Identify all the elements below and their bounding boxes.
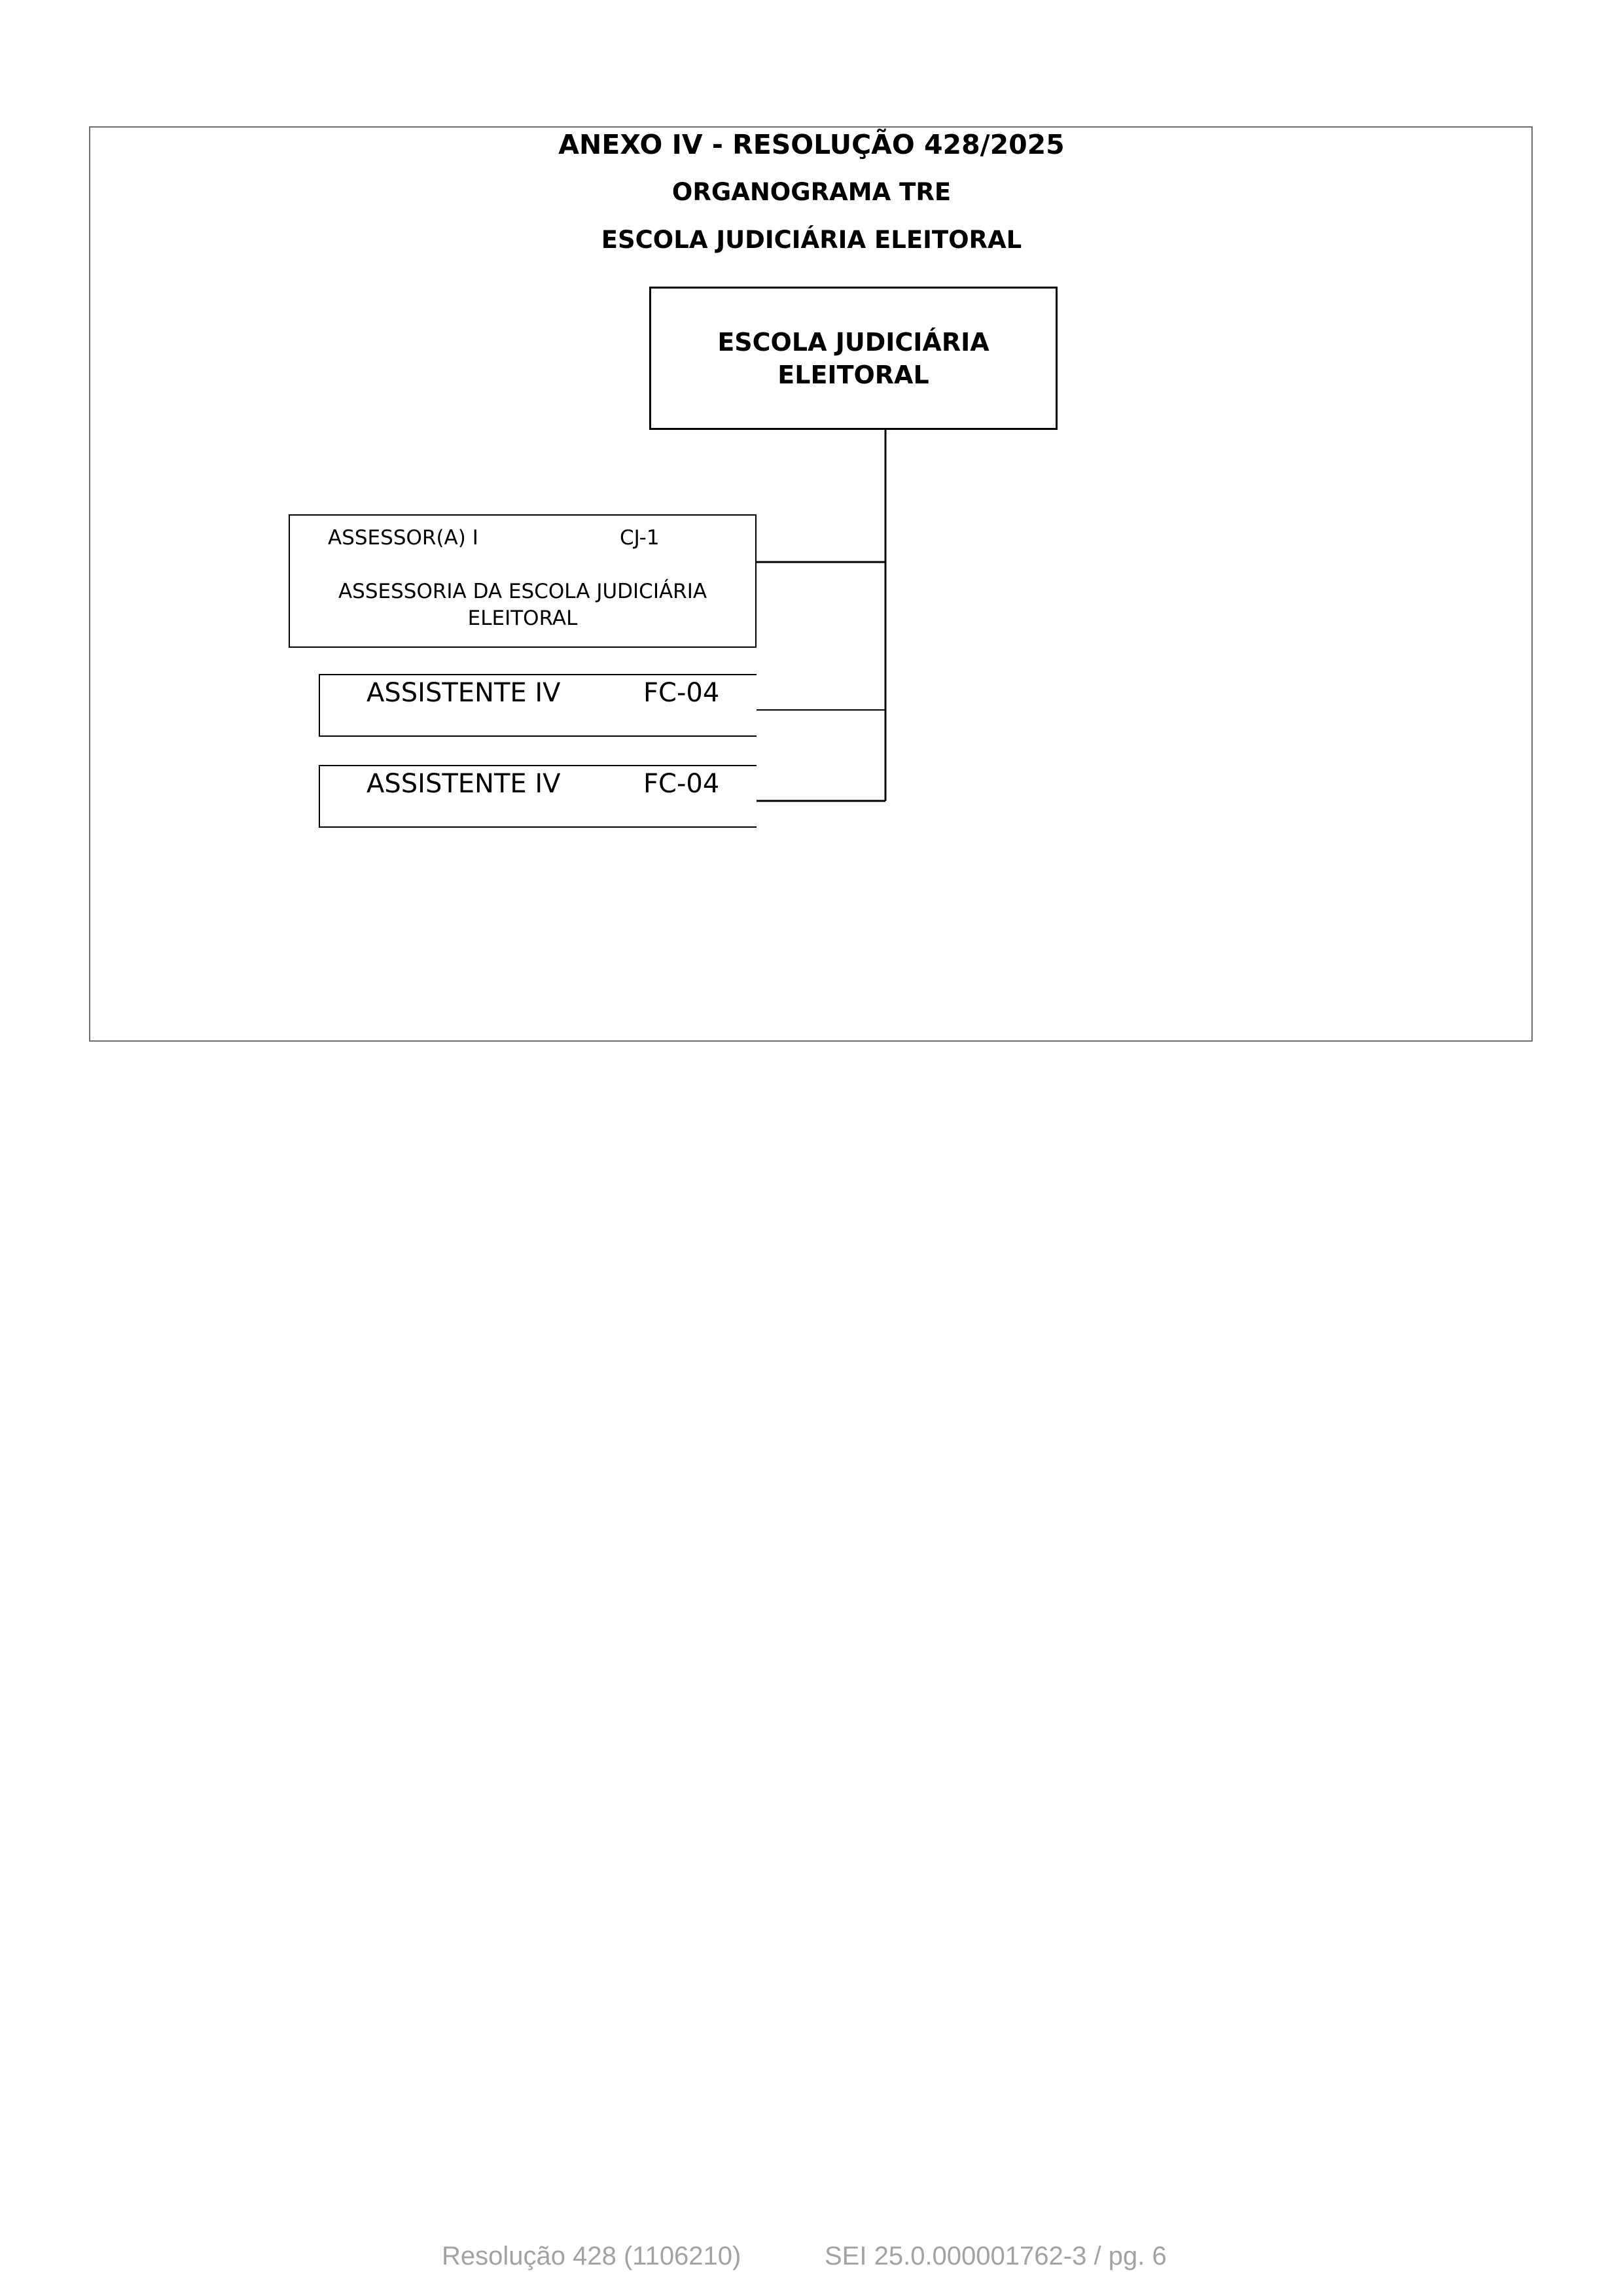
node-assistant-1 — [319, 674, 757, 737]
root-node-escola-judiciaria — [649, 287, 1058, 430]
assistant-code: FC-04 — [643, 678, 720, 708]
assessor-code: CJ-1 — [620, 526, 660, 550]
assessor-role: ASSESSOR(A) I — [328, 526, 478, 550]
assistant-role: ASSISTENTE IV — [366, 769, 561, 799]
assistant-role: ASSISTENTE IV — [366, 678, 561, 708]
footer-process-page: SEI 25.0.000001762-3 / pg. 6 — [825, 2242, 1167, 2270]
root-node-label: ESCOLA JUDICIÁRIA ELEITORAL — [717, 327, 990, 389]
assessor-unit: ASSESSORIA DA ESCOLA JUDICIÁRIA ELEITORAL — [338, 580, 707, 630]
node-assistant-2 — [319, 765, 757, 828]
org-chart-subtitle: ORGANOGRAMA TRE — [671, 178, 952, 206]
assistant-code: FC-04 — [643, 769, 720, 799]
footer-document-id: Resolução 428 (1106210) — [442, 2242, 741, 2270]
annex-title: ANEXO IV - RESOLUÇÃO 428/2025 — [558, 129, 1065, 160]
node-assessor — [289, 514, 757, 648]
section-title: ESCOLA JUDICIÁRIA ELEITORAL — [601, 226, 1022, 254]
